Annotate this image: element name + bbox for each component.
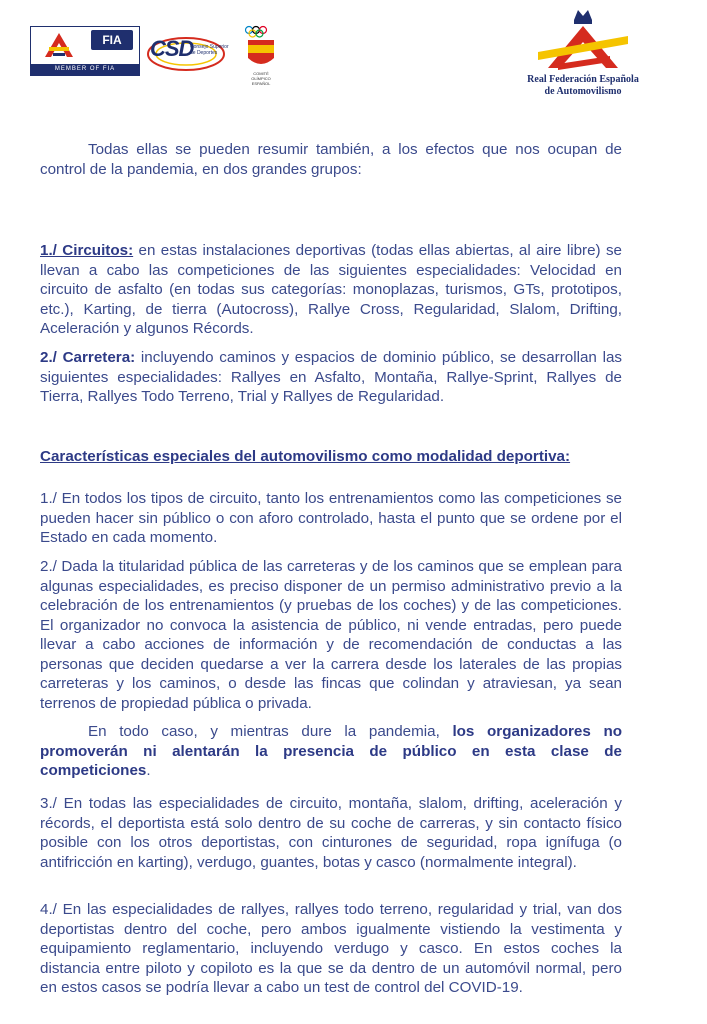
rfea-name-line1: Real Federación Española xyxy=(527,74,639,85)
note-bold: los organizadores no promoverán ni alentarán la presencia de público en esta clase de competiciones xyxy=(40,723,622,779)
rfea-crest-icon xyxy=(518,6,648,72)
csd-label: CSD xyxy=(150,36,194,61)
group2-label: 2./ Carretera: xyxy=(40,349,136,366)
coe-shield-icon xyxy=(244,24,278,70)
rfea-logo xyxy=(518,6,648,96)
point3-paragraph: 3./ En todas las especialidades de circuito, montaña, slalom, drifting, aceleración y récords, el deportista está solo dentro de su coche de carreras, y sin contacto físico posible con los otros deportistas, con cinturones de seguridad, ropa ignífuga (o antifricción en karting), verdugo, guantes, botas y casco (normalmente integral). xyxy=(40,795,622,871)
member-of-fia-label: MEMBER OF FIA xyxy=(31,64,139,75)
fia-member-logo xyxy=(30,26,140,76)
note-post: . xyxy=(146,762,151,779)
note-paragraph xyxy=(40,722,622,781)
group1-label: 1./ Circuitos: xyxy=(40,242,134,259)
group2-paragraph xyxy=(40,348,622,407)
csd-logo xyxy=(146,24,236,80)
note-pre: En todo caso, y mientras dure la pandemia, xyxy=(88,723,453,740)
section-heading: Características especiales del automovilismo como modalidad deportiva: xyxy=(40,448,571,465)
rfea-name xyxy=(518,74,648,98)
point4-paragraph: 4./ En las especialidades de rallyes, rallyes todo terreno, regularidad y trial, van dos deportistas dentro del coche, pero ambos igualmente vistiendo la vestimenta y equipamiento reglamentario, incluyendo verdugo y casco. En estos coches la distancia entre piloto y copiloto es la que se da dentro de un automóvil normal, pero en estos casos se podría llevar a cabo un test de control del COVID-19. xyxy=(40,901,622,996)
coe-label: COMITÉ OLÍMPICO ESPAÑOL xyxy=(251,71,271,86)
coe-logo xyxy=(244,24,278,84)
fia-label: FIA xyxy=(91,30,133,50)
intro-paragraph: Todas ellas se pueden resumir también, a los efectos que nos ocupan de control de la pandemia, en dos grandes grupos: xyxy=(40,141,622,178)
group1-text: en estas instalaciones deportivas (todas ellas abiertas, al aire libre) se llevan a cabo las competiciones de las siguientes especialidades: Velocidad en circuito de asfalto (en todas sus categorías: monoplazas, turismos, GTs, prototipos, etc.), Karting, de tierra (Autocross), Rallye Cross, Regularidad, Slalom, Drifting, Aceleración y algunos Récords. xyxy=(40,242,622,337)
rfea-name-line2: de Automovilismo xyxy=(544,86,622,97)
point1-paragraph: 1./ En todos los tipos de circuito, tanto los entrenamientos como las competiciones se pueden hacer sin público o con aforo controlado, hasta el punto que se ordene por el Estado en cada momento. xyxy=(40,490,622,546)
csd-subtitle: Consejo Superior de Deportes xyxy=(190,44,229,56)
rfea-mini-icon xyxy=(39,31,79,59)
group2-text: incluyendo caminos y espacios de dominio público, se desarrollan las siguientes especialidades: Rallyes en Asfalto, Montaña, Rallye-Sprint, Rallyes de Tierra, Rallyes Todo Terreno, Trial y Rallyes de Regularidad. xyxy=(40,349,622,405)
group1-paragraph xyxy=(40,241,622,339)
point2-paragraph: 2./ Dada la titularidad pública de las carreteras y de los caminos que se emplean para algunas especialidades, es preciso disponer de un permiso administrativo previo a la celebración de los entrenamientos (y pruebas de los coches) y de las competiciones. El organizador no convoca la asistencia de público, ni vende entradas, pero puede llevar a cabo acciones de información y de recomendación de conductas a las personas que deciden quedarse a ver la carrera desde los laterales de las propias carreteras y los caminos, o desde las fincas que colindan y atraviesan, ya sean terrenos de propiedad pública o privada. xyxy=(40,558,622,712)
